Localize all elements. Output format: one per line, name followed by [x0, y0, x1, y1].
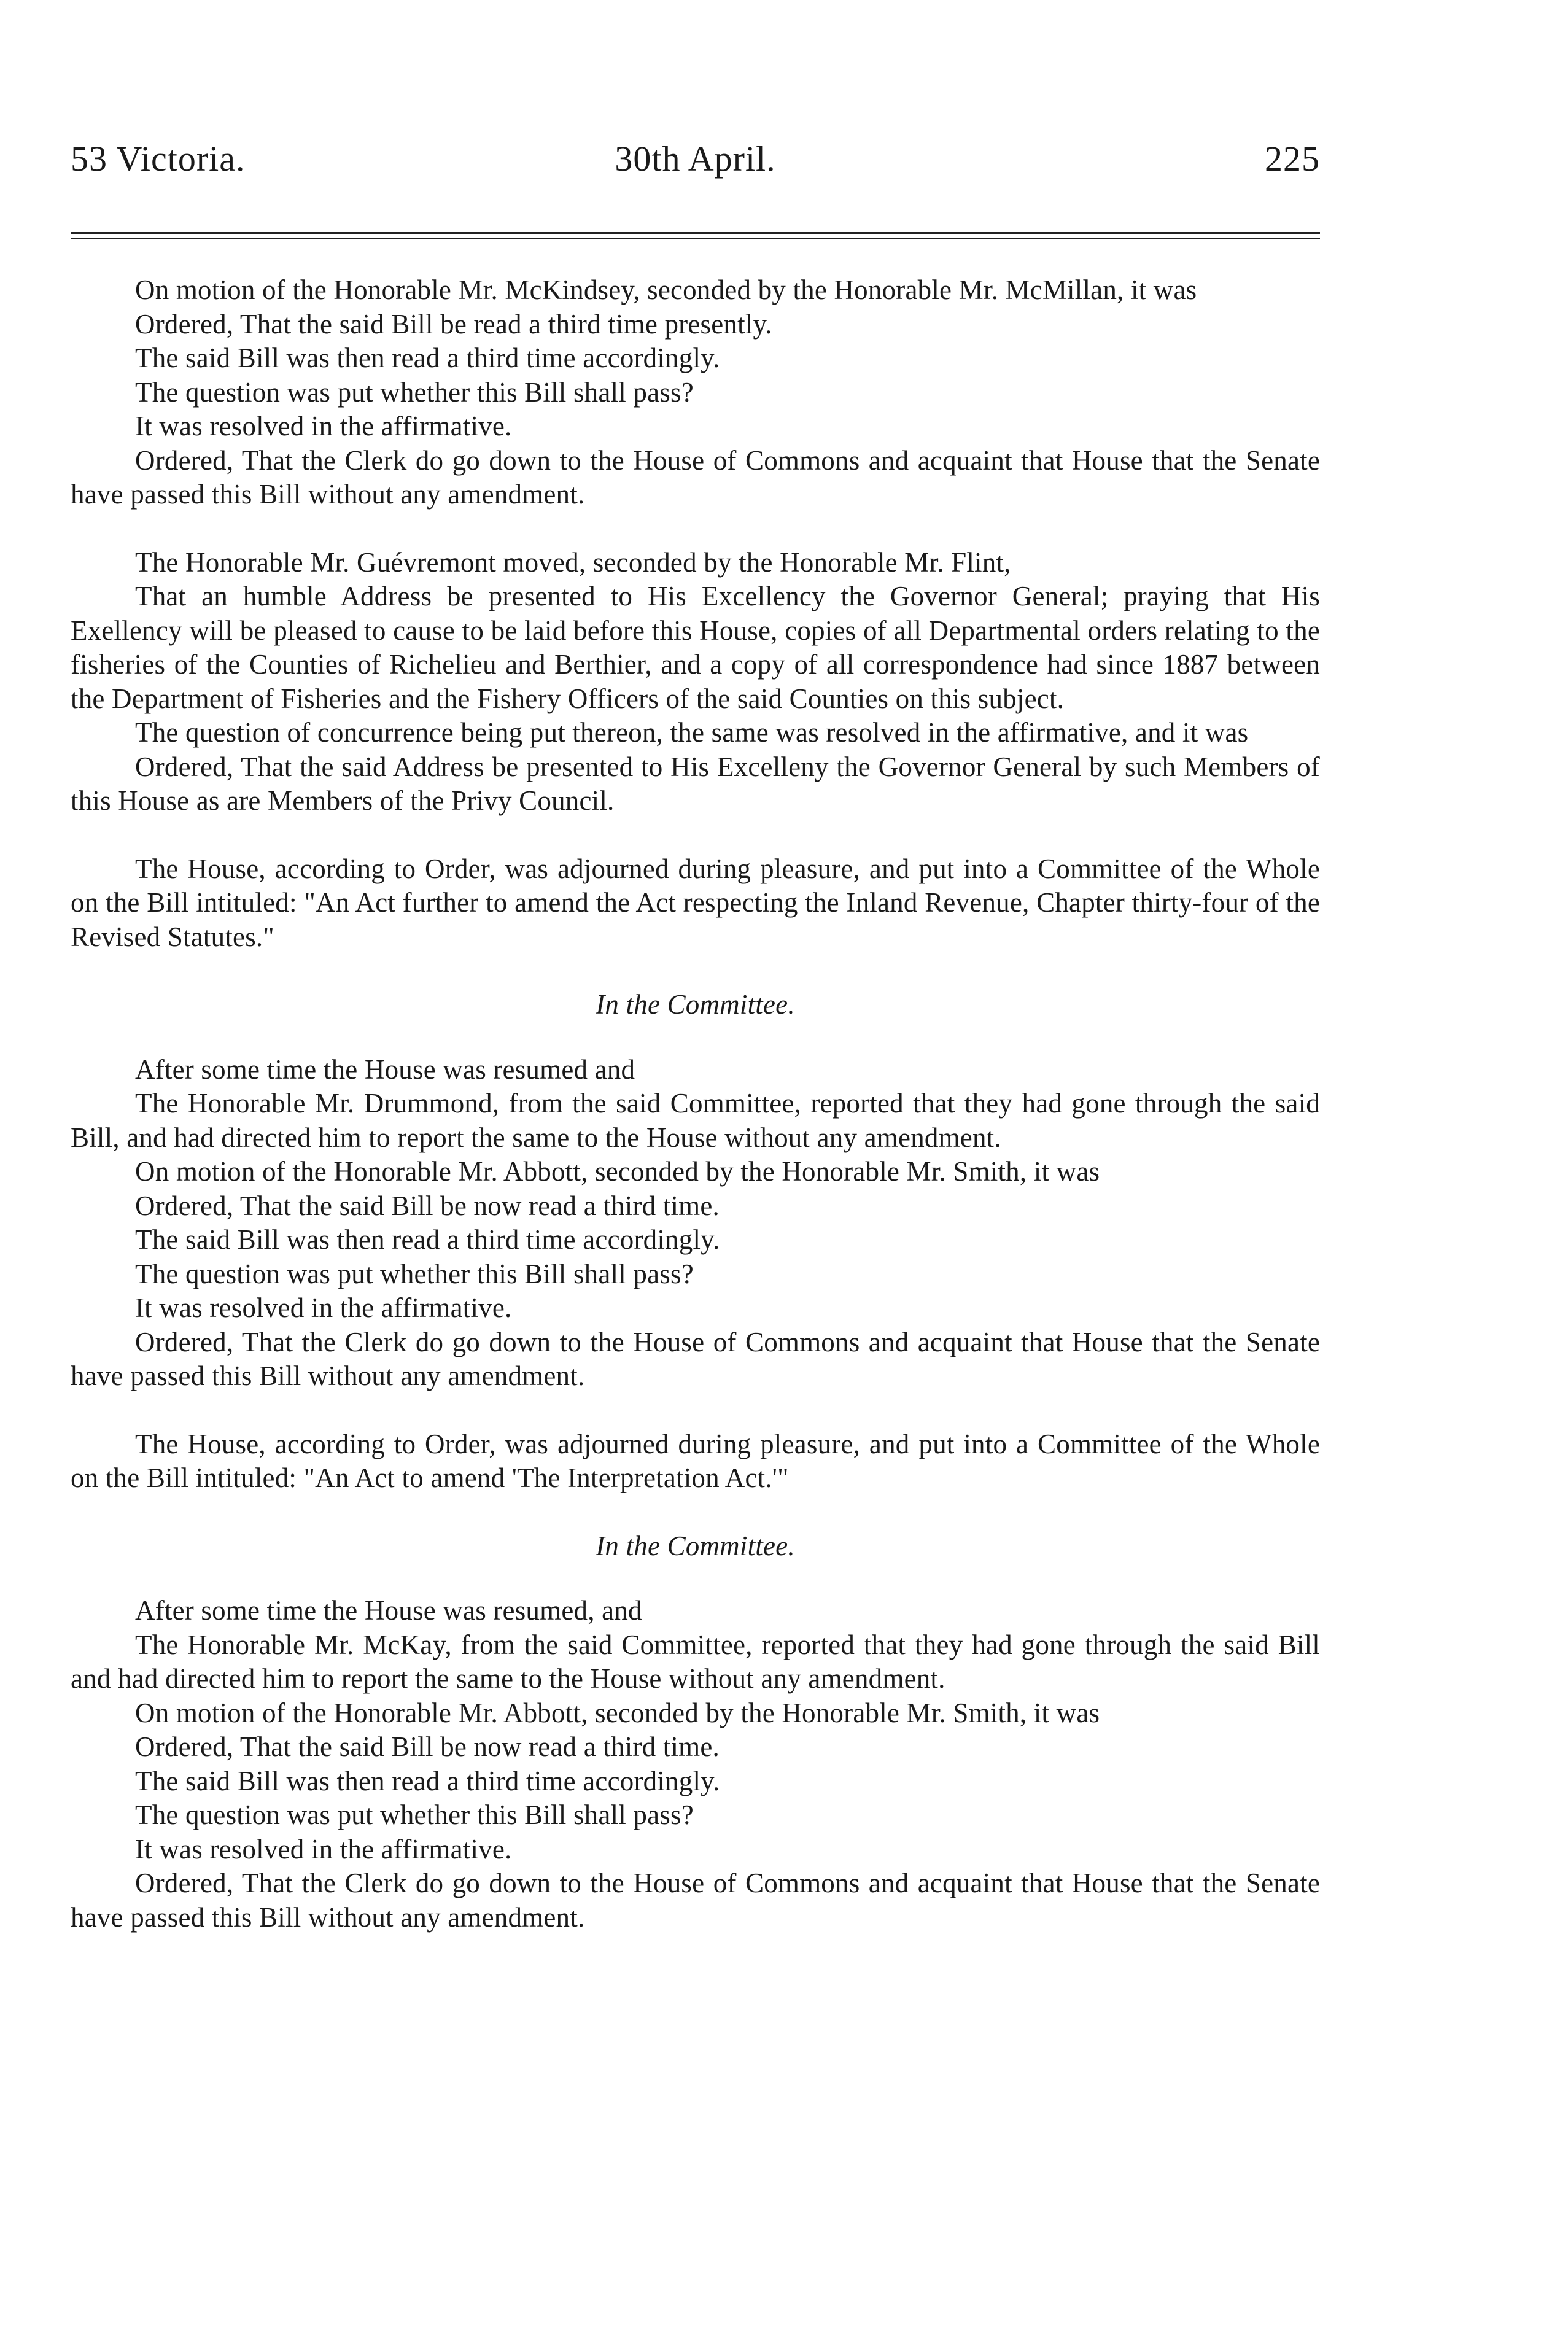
paragraph: That an humble Address be presented to His Excellency the Governor General; praying that His Exellency will be pleased to cause to be laid before this House, copies of all Departmental orders relating to the fisheries of the Counties of Richelieu and Berthier, and a copy of all correspondence had since 1887 between the Department of Fisheries and the Fishery Officers of the said Counties on this subject.: [71, 581, 1320, 714]
paragraph: It was resolved in the affirmative.: [135, 411, 512, 441]
journal-entry: [71, 1529, 1320, 1935]
paragraph: The Honorable Mr. Drummond, from the said Committee, reported that they had gone through the said Bill, and had directed him to report the same to the House without any amendment.: [71, 1088, 1320, 1153]
journal-entry: [71, 546, 1320, 818]
journal-entry: [71, 852, 1320, 955]
paragraph: On motion of the Honorable Mr. Abbott, seconded by the Honorable Mr. Smith, it was: [135, 1697, 1100, 1728]
journal-entry: [71, 1427, 1320, 1496]
journal-body: [71, 273, 1320, 1935]
paragraph: The question was put whether this Bill shall pass?: [135, 1258, 694, 1289]
section-heading: In the Committee.: [596, 989, 795, 1020]
document-page: [71, 141, 1320, 1935]
page-number: 225: [1265, 139, 1320, 179]
journal-entry: [71, 988, 1320, 1394]
paragraph: The House, according to Order, was adjourned during pleasure, and put into a Committee of the Whole on the Bill intituled: "An Act further to amend the Act respecting the Inland Revenue, Chapter thirty-four of the Revised Statutes.": [71, 853, 1320, 952]
session-label: 53 Victoria.: [71, 139, 246, 179]
paragraph: Ordered, That the said Address be presented to His Excelleny the Governor General by such Members of this House as are Members of the Privy Council.: [71, 751, 1320, 816]
paragraph: The question was put whether this Bill shall pass?: [135, 1799, 694, 1830]
paragraph: Ordered, That the said Bill be now read a third time.: [135, 1190, 720, 1221]
paragraph: Ordered, That the Clerk do go down to the House of Commons and acquaint that House that the Senate have passed this Bill without any amendment.: [71, 445, 1320, 510]
paragraph: On motion of the Honorable Mr. McKindsey, seconded by the Honorable Mr. McMillan, it was: [135, 274, 1197, 305]
paragraph: The question of concurrence being put thereon, the same was resolved in the affirmative, and it was: [135, 717, 1249, 748]
paragraph: It was resolved in the affirmative.: [135, 1833, 512, 1865]
running-header: [71, 141, 1320, 177]
paragraph: Ordered, That the said Bill be read a third time presently.: [135, 308, 772, 340]
paragraph: After some time the House was resumed, and: [135, 1595, 642, 1626]
paragraph: The said Bill was then read a third time accordingly.: [135, 343, 720, 373]
header-rule: [71, 232, 1320, 239]
paragraph: Ordered, That the said Bill be now read a third time.: [135, 1731, 720, 1762]
paragraph: It was resolved in the affirmative.: [135, 1292, 512, 1323]
paragraph: After some time the House was resumed and: [135, 1054, 635, 1085]
date-label: 30th April.: [615, 139, 776, 179]
paragraph: The said Bill was then read a third time accordingly.: [135, 1765, 720, 1796]
paragraph: The Honorable Mr. McKay, from the said Committee, reported that they had gone through the said Bill and had directed him to report the same to the House without any amendment.: [71, 1629, 1320, 1694]
paragraph: The House, according to Order, was adjourned during pleasure, and put into a Committee of the Whole on the Bill intituled: "An Act to amend 'The Interpretation Act.'": [71, 1428, 1320, 1493]
paragraph: The Honorable Mr. Guévremont moved, seconded by the Honorable Mr. Flint,: [135, 546, 1011, 578]
paragraph: Ordered, That the Clerk do go down to the House of Commons and acquaint that House that the Senate have passed this Bill without any amendment.: [71, 1868, 1320, 1933]
paragraph: Ordered, That the Clerk do go down to the House of Commons and acquaint that House that the Senate have passed this Bill without any amendment.: [71, 1326, 1320, 1391]
paragraph: On motion of the Honorable Mr. Abbott, seconded by the Honorable Mr. Smith, it was: [135, 1156, 1100, 1187]
paragraph: The said Bill was then read a third time accordingly.: [135, 1224, 720, 1255]
journal-entry: [71, 273, 1320, 512]
paragraph: The question was put whether this Bill shall pass?: [135, 376, 694, 408]
section-heading: In the Committee.: [596, 1530, 795, 1561]
